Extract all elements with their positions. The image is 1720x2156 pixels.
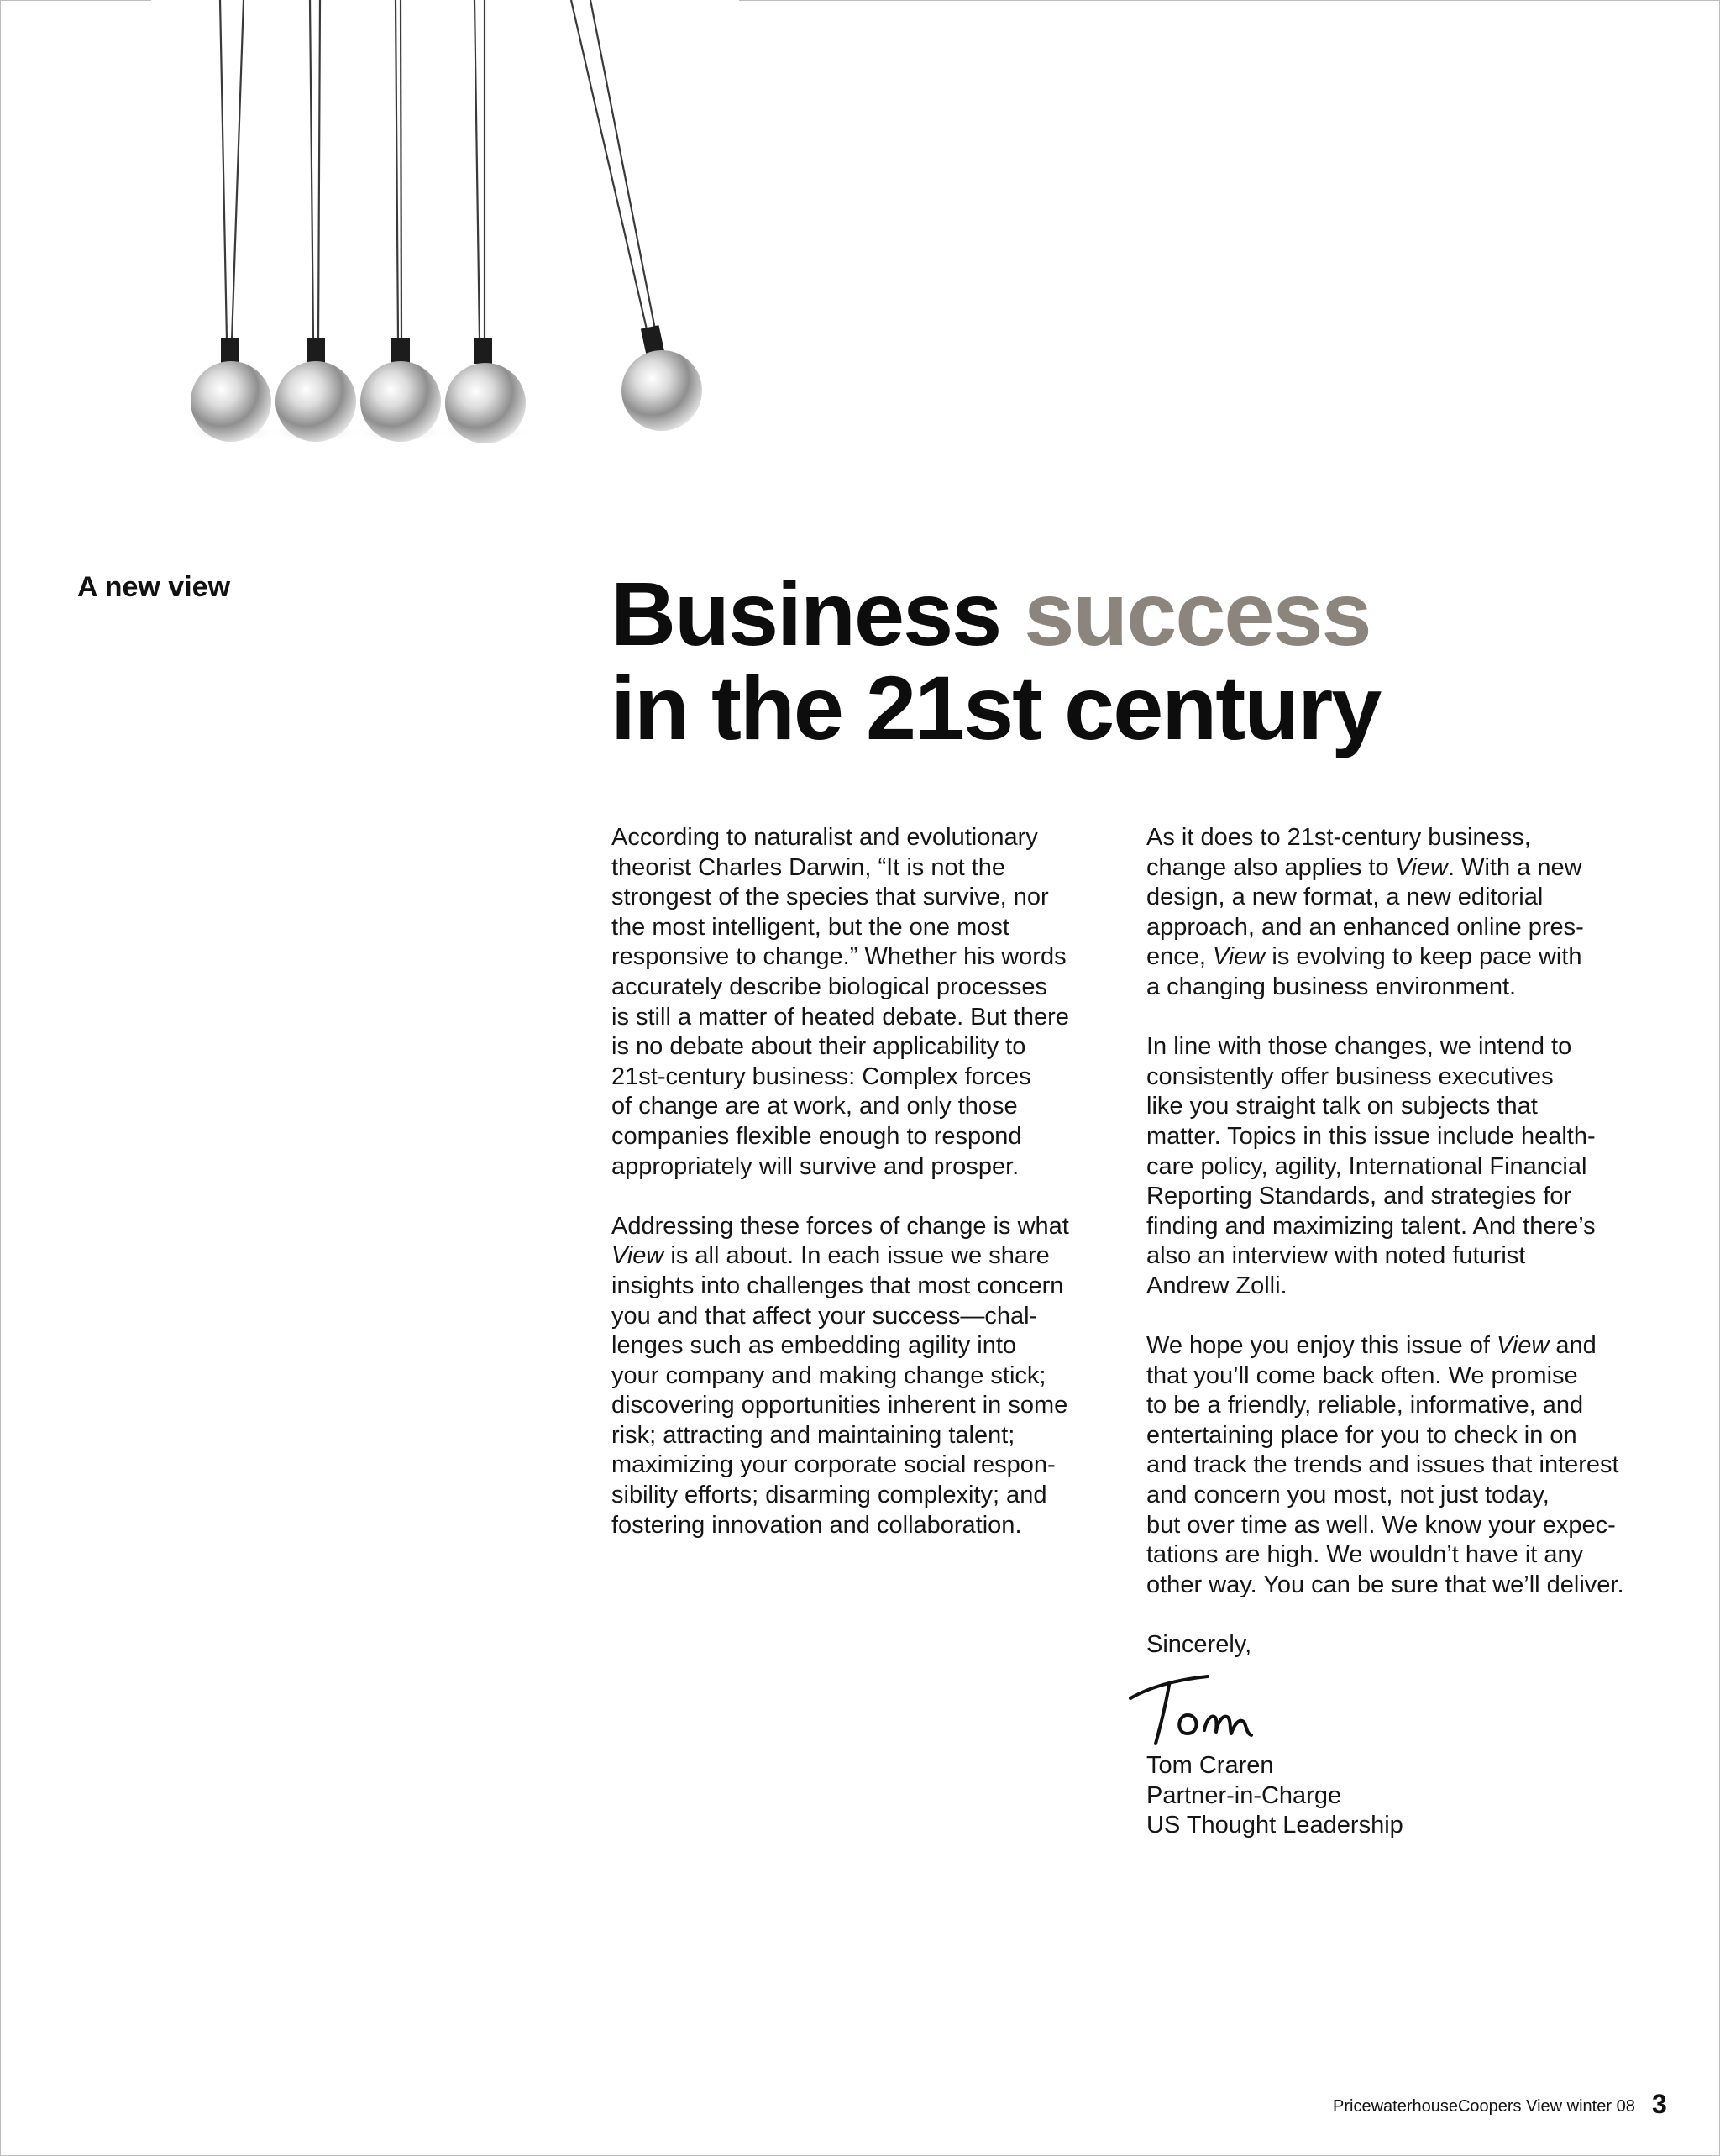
text-fragment: change also applies to [1146, 853, 1396, 881]
text-line: you and that affect your success—chal- [611, 1302, 1038, 1330]
signatory-block [1146, 1751, 1403, 1841]
text-line [1146, 853, 1650, 884]
closing: Sincerely, [1146, 1631, 1252, 1659]
text-line: is still a matter of heated debate. But there [611, 1003, 1069, 1031]
text-line: design, a new format, a new editorial [1146, 884, 1544, 911]
text-fragment: We hope you enjoy this issue of [1146, 1332, 1497, 1360]
view-title-italic: View [611, 1242, 664, 1270]
right-paragraph-3 [1146, 1331, 1650, 1600]
view-title-italic: View [1395, 853, 1448, 881]
text-line: and concern you most, not just today, [1146, 1482, 1550, 1509]
signatory-title: Partner-in-Charge [1146, 1781, 1342, 1809]
view-title-italic: View [1213, 943, 1266, 971]
text-fragment: is all about. In each issue we share [663, 1242, 1050, 1270]
text-line: consistently offer business executives [1146, 1062, 1554, 1090]
newtons-cradle-image [0, 0, 1720, 470]
text-line: companies flexible enough to respond [611, 1122, 1022, 1150]
text-line: of change are at work, and only those [611, 1093, 1018, 1120]
text-line: strongest of the species that survive, nor [611, 884, 1049, 911]
view-title-italic: View [1497, 1332, 1550, 1360]
headline-accent-word: success [1024, 563, 1371, 664]
text-line: a changing business environment. [1146, 973, 1517, 1000]
text-fragment: and [1549, 1332, 1597, 1360]
text-line: that you’ll come back often. We promise [1146, 1361, 1578, 1389]
text-line: lenges such as embedding agility into [611, 1332, 1017, 1360]
text-fragment: ence, [1146, 943, 1213, 971]
left-paragraph-2 [611, 1212, 1115, 1541]
text-line: the most intelligent, but the one most [611, 913, 1009, 941]
text-line: Addressing these forces of change is what [611, 1212, 1069, 1240]
signature-image [1117, 1656, 1285, 1757]
text-line: other way. You can be sure that we’ll deliver. [1146, 1571, 1624, 1598]
text-line: sibility efforts; disarming complexity; and [611, 1482, 1047, 1509]
text-line: but over time as well. We know your expec- [1146, 1511, 1616, 1539]
text-line: According to naturalist and evolutionary [611, 824, 1038, 851]
text-line: Andrew Zolli. [1146, 1272, 1287, 1299]
section-label: A new view [77, 571, 231, 603]
text-line: accurately describe biological processes [611, 973, 1048, 1000]
text-line: fostering innovation and collaboration. [611, 1511, 1022, 1539]
signatory-department: US Thought Leadership [1146, 1812, 1403, 1839]
text-line: In line with those changes, we intend to [1146, 1033, 1572, 1061]
right-paragraph-1 [1146, 823, 1650, 1003]
text-line: maximizing your corporate social respon- [611, 1451, 1056, 1479]
text-line: theorist Charles Darwin, “It is not the [611, 853, 1006, 881]
text-line: discovering opportunities inherent in some [611, 1392, 1068, 1419]
text-line: 21st-century business: Complex forces [611, 1062, 1031, 1090]
text-line: your company and making change stick; [611, 1361, 1046, 1389]
text-line [611, 1241, 1115, 1272]
text-line: is no debate about their applicability to [611, 1033, 1026, 1061]
text-line: approach, and an enhanced online pres- [1146, 913, 1584, 941]
text-line: insights into challenges that most concern [611, 1272, 1064, 1299]
text-line: tations are high. We wouldn’t have it any [1146, 1541, 1584, 1569]
text-line: finding and maximizing talent. And there’s [1146, 1212, 1596, 1240]
text-line: appropriately will survive and prosper. [611, 1152, 1020, 1180]
text-line: also an interview with noted futurist [1146, 1242, 1526, 1270]
text-line: matter. Topics in this issue include health- [1146, 1122, 1596, 1150]
cradle-balls [185, 325, 702, 443]
text-line [1146, 1331, 1650, 1361]
text-line: Reporting Standards, and strategies for [1146, 1183, 1572, 1210]
text-fragment: . With a new [1448, 853, 1582, 881]
text-line [1146, 942, 1650, 973]
left-column [611, 823, 1115, 1571]
footer-publication: PricewaterhouseCoopers View winter 08 [1333, 2097, 1635, 2116]
headline-word: Business [611, 563, 1001, 664]
text-line: and track the trends and issues that interest [1146, 1451, 1619, 1479]
right-column [1146, 823, 1650, 1660]
text-line: responsive to change.” Whether his words [611, 943, 1067, 971]
text-line: entertaining place for you to check in on [1146, 1421, 1577, 1449]
signatory-name: Tom Craren [1146, 1752, 1274, 1779]
text-line: care policy, agility, International Financial [1146, 1152, 1587, 1180]
cradle-strings [220, 0, 655, 340]
left-paragraph-1 [611, 823, 1115, 1182]
text-line: As it does to 21st-century business, [1146, 824, 1531, 851]
headline-line-2: in the 21st century [611, 657, 1381, 758]
right-paragraph-2 [1146, 1032, 1650, 1301]
headline [611, 563, 1381, 758]
text-fragment: is evolving to keep pace with [1265, 943, 1582, 971]
text-line: risk; attracting and maintaining talent; [611, 1421, 1015, 1449]
text-line: like you straight talk on subjects that [1146, 1093, 1538, 1120]
page-number: 3 [1652, 2089, 1667, 2119]
text-line: to be a friendly, reliable, informative, and [1146, 1392, 1584, 1419]
